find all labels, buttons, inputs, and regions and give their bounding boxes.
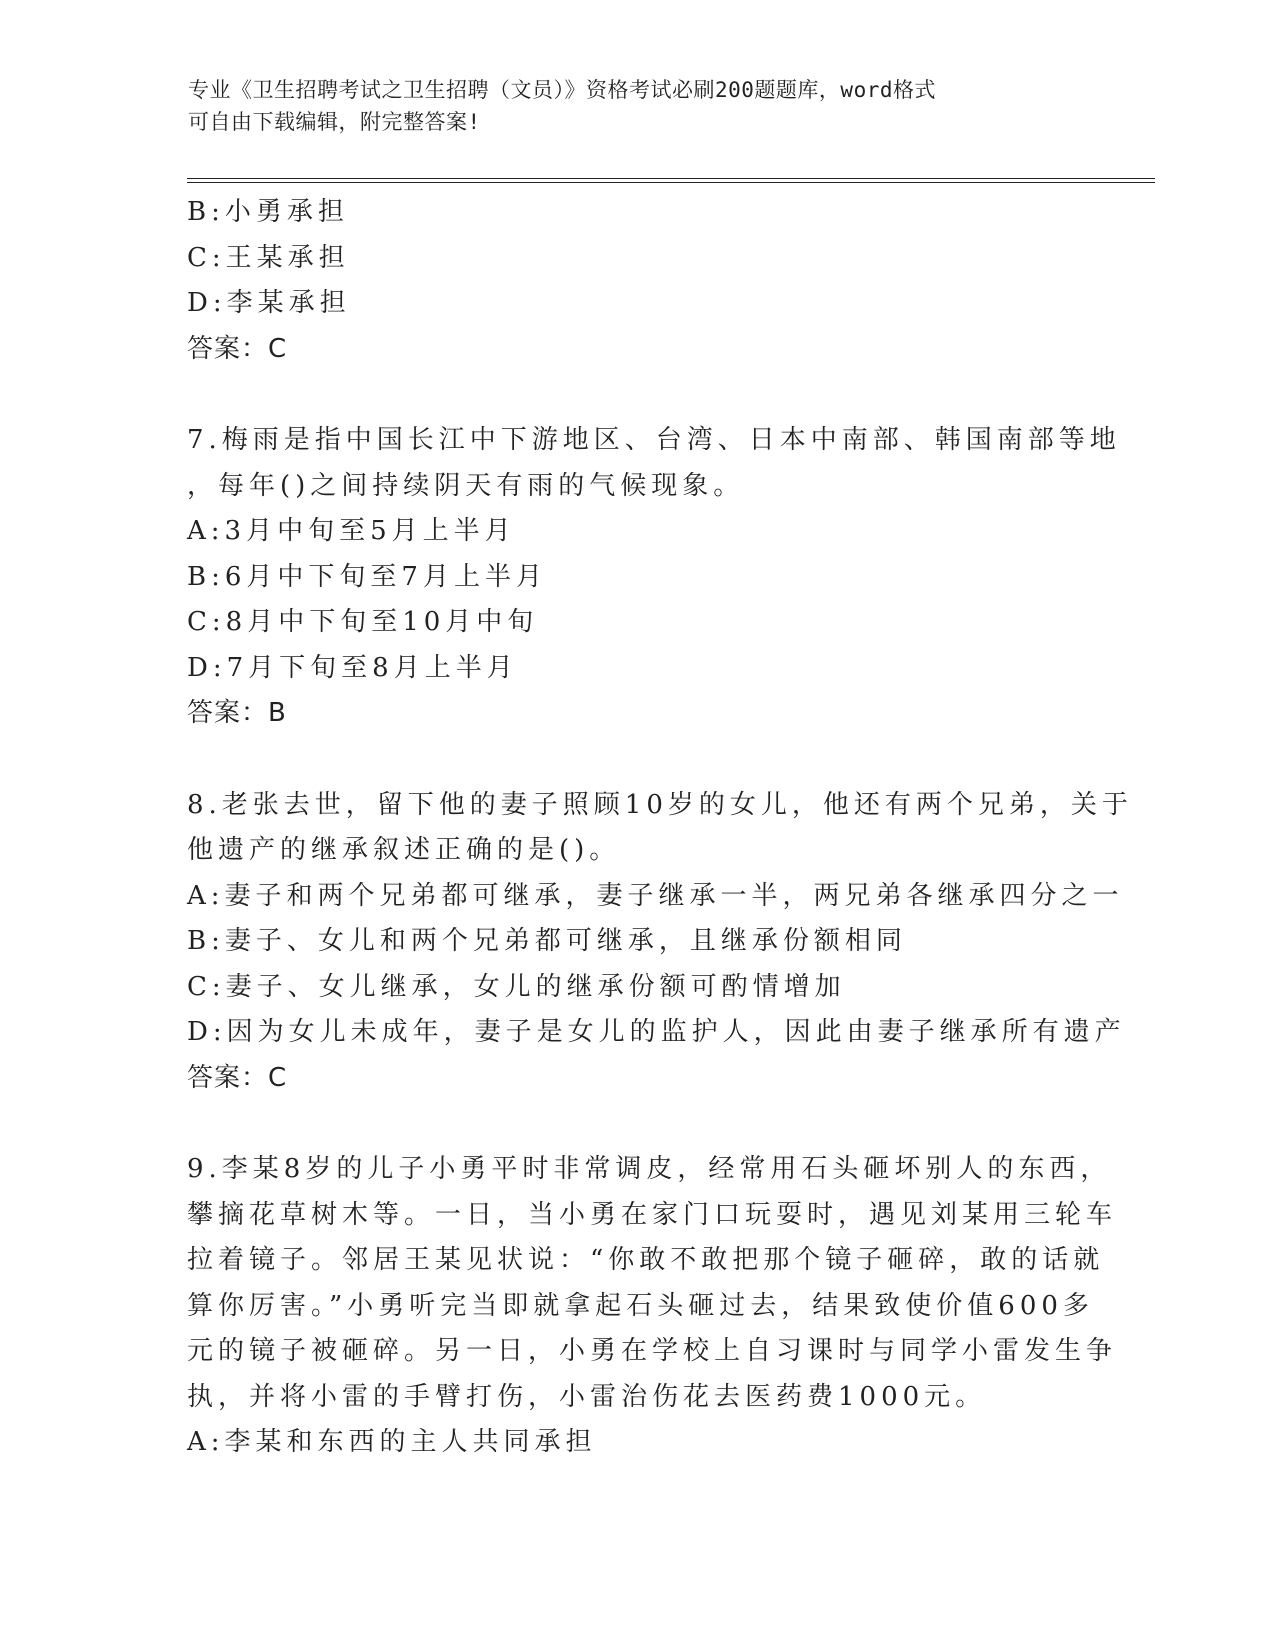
question-stem-line: ，每年()之间持续阴天有雨的气候现象。	[187, 470, 745, 501]
option-text: 王某承担	[225, 242, 350, 273]
option-letter: C:	[187, 607, 226, 637]
option-a	[187, 1420, 1087, 1466]
option-text: 李某承担	[226, 288, 351, 318]
question-stem-line: 执，并将小雷的手臂打伤，小雷治伤花去医药费1000元。	[187, 1381, 987, 1412]
option-d	[187, 281, 1087, 327]
option-letter: B:	[187, 926, 225, 956]
option-text: 3月中旬至5月上半月	[224, 516, 516, 546]
question-stem-line: 7.梅雨是指中国长江中下游地区、台湾、日本中南部、韩国南部等地	[187, 425, 1121, 455]
question-stem-line: 攀摘花草树木等。一日，当小勇在家门口玩耍时，遇见刘某用三轮车	[187, 1199, 1118, 1230]
question-stem-line: 他遗产的继承叙述正确的是()。	[187, 835, 621, 865]
option-b	[187, 919, 1087, 965]
header-divider	[187, 178, 1155, 183]
option-letter: B:	[187, 561, 225, 592]
answer-line: 答案：C	[187, 1062, 288, 1093]
option-c	[187, 236, 1087, 282]
option-letter: D:	[187, 652, 227, 683]
option-text: 妻子和两个兄弟都可继承，妻子继承一半，两兄弟各继承四分之一	[224, 880, 1124, 911]
question-stem-line: 算你厉害。”小勇听完当即就拿起石头砸过去，结果致使价值600多	[187, 1290, 1094, 1321]
option-b	[187, 190, 1087, 236]
option-d	[187, 1010, 1126, 1056]
question-7	[187, 418, 1121, 737]
question-9	[187, 1147, 1118, 1466]
header-line-2: 可自由下载编辑，附完整答案!	[188, 110, 481, 134]
question-stem-line: 9.李某8岁的儿子小勇平时非常调皮，经常用石头砸坏别人的东西，	[187, 1154, 1112, 1184]
option-text: 妻子、女儿和两个兄弟都可继承，且继承份额相同	[224, 926, 907, 956]
option-letter: D:	[187, 1017, 227, 1047]
divider-line-bottom	[187, 182, 1155, 183]
divider-line-top	[187, 178, 1155, 179]
option-letter: C:	[187, 971, 226, 1002]
option-d	[187, 646, 1087, 692]
option-text: 妻子、女儿继承，女儿的继承份额可酌情增加	[225, 971, 846, 1002]
option-c	[187, 600, 1087, 646]
option-c	[187, 965, 1087, 1011]
document-header	[188, 74, 1068, 138]
question-stem-line: 元的镜子被砸碎。另一日，小勇在学校上自习课时与同学小雷发生争	[187, 1336, 1118, 1366]
option-letter: A:	[187, 1427, 225, 1457]
option-a	[187, 509, 1087, 555]
option-letter: B:	[187, 197, 225, 227]
option-text: 8月中下旬至10月中旬	[225, 607, 539, 637]
option-letter: A:	[187, 516, 225, 546]
option-b	[187, 555, 1087, 601]
continued-question	[187, 190, 1087, 372]
option-text: 小勇承担	[224, 197, 349, 227]
question-stem-line: 拉着镜子。邻居王某见状说：“你敢不敢把那个镜子砸碎，敢的话就	[187, 1245, 1105, 1275]
answer-line: 答案：B	[187, 698, 287, 728]
question-stem-line: 8.老张去世，留下他的妻子照顾10岁的女儿，他还有两个兄弟，关于	[187, 789, 1133, 820]
answer-line: 答案：C	[187, 333, 288, 364]
option-a	[187, 874, 1124, 920]
header-line-1: 专业《卫生招聘考试之卫生招聘（文员）》资格考试必刷200题题库，word格式	[188, 78, 936, 102]
option-letter: C:	[187, 242, 226, 273]
question-8	[187, 783, 1133, 1102]
option-text: 7月下旬至8月上半月	[226, 652, 518, 683]
option-text: 李某和东西的主人共同承担	[224, 1427, 597, 1457]
option-letter: D:	[187, 288, 227, 318]
option-text: 因为女儿未成年，妻子是女儿的监护人，因此由妻子继承所有遗产	[226, 1017, 1126, 1047]
option-letter: A:	[187, 880, 225, 911]
question-list	[187, 190, 1133, 1466]
option-text: 6月中下旬至7月上半月	[224, 561, 547, 592]
